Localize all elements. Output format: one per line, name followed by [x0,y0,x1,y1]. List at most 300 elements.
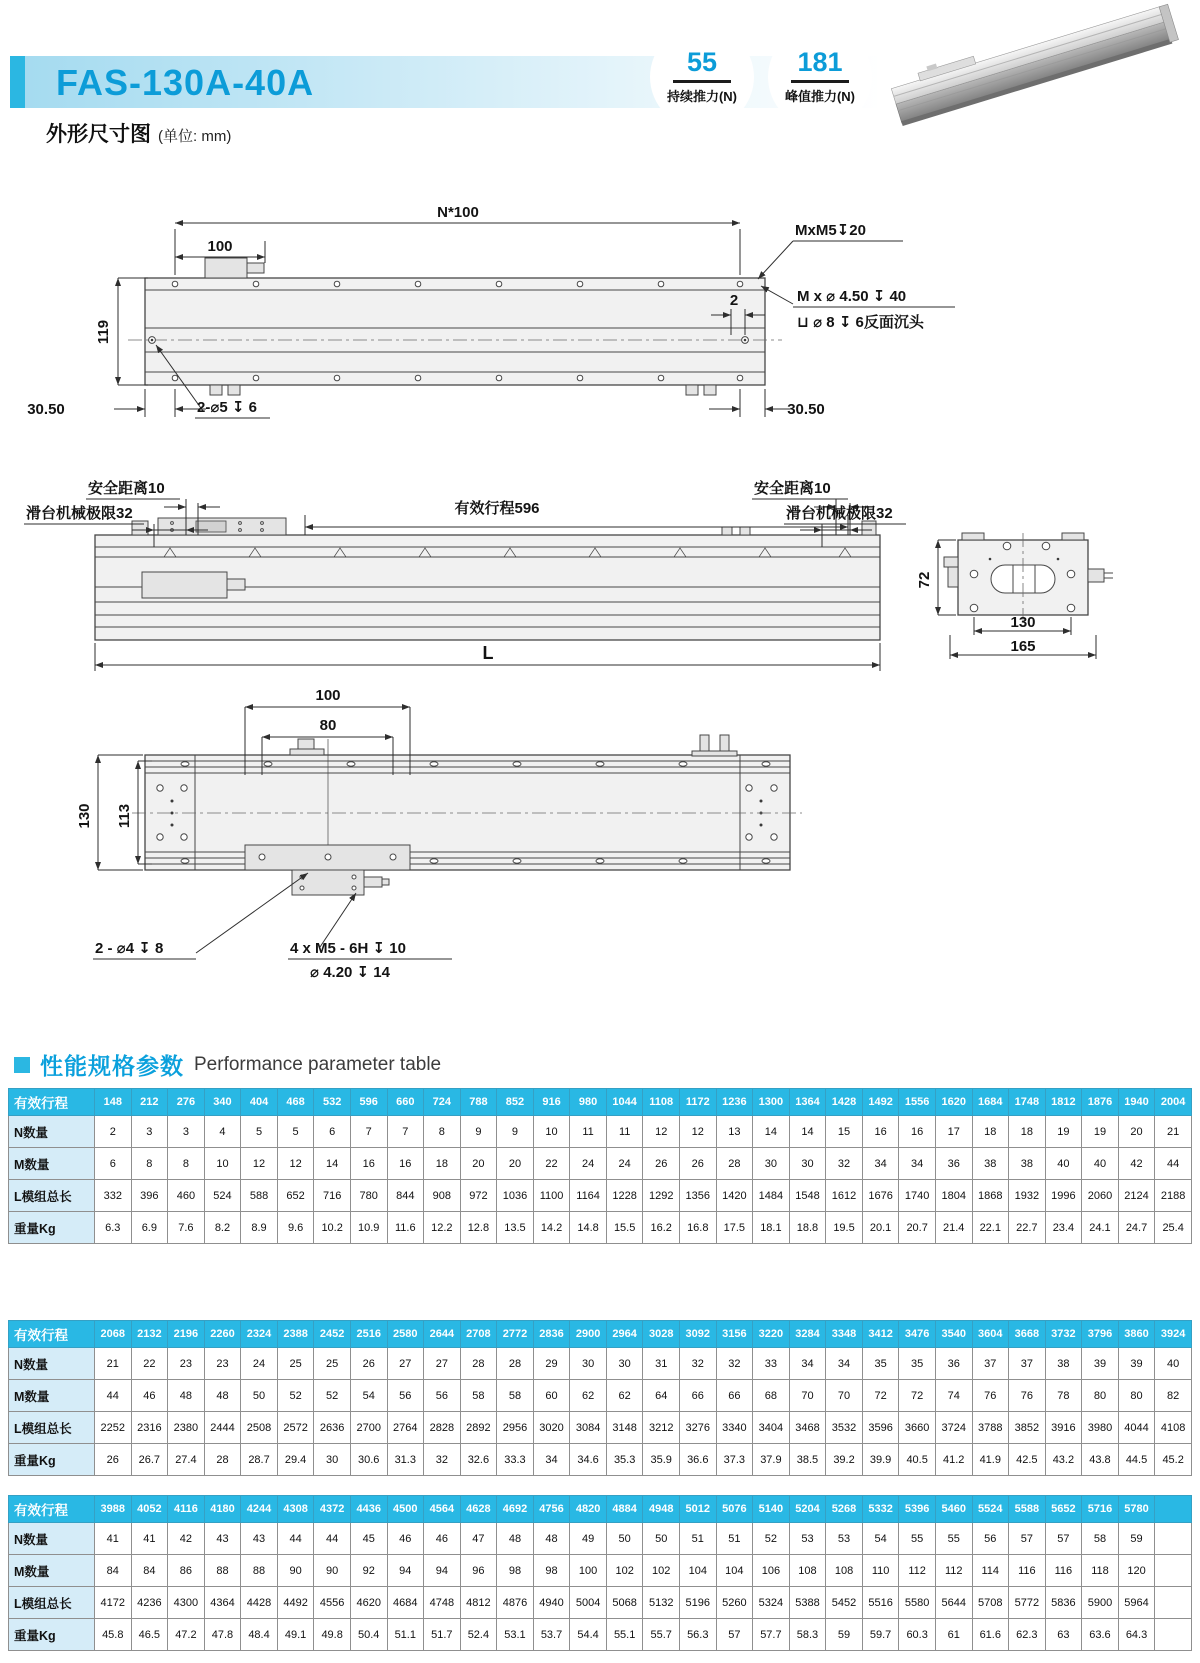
param-value: 44 [277,1523,314,1555]
param-value: 4556 [314,1587,351,1619]
stroke-value: 916 [533,1089,570,1116]
param-value: 4748 [424,1587,461,1619]
param-value: 5516 [862,1587,899,1619]
param-value: 61 [935,1619,972,1651]
stroke-value: 1620 [935,1089,972,1116]
param-value: 22.7 [1009,1212,1046,1244]
param-value: 23.4 [1045,1212,1082,1244]
label-4xm5: 4 x M5 - 6H ↧ 10 [290,940,406,957]
param-value: 12.8 [460,1212,497,1244]
param-value: 34 [899,1148,936,1180]
param-value: 1740 [899,1180,936,1212]
stroke-value: 2132 [131,1321,168,1348]
param-value: 3916 [1045,1412,1082,1444]
param-value: 63.6 [1082,1619,1119,1651]
param-value: 62 [606,1380,643,1412]
param-value: 61.6 [972,1619,1009,1651]
section-bullet-square [14,1057,30,1073]
param-value: 5772 [1009,1587,1046,1619]
param-value: 20.1 [862,1212,899,1244]
param-value: 42 [1118,1148,1155,1180]
row-label: N数量 [9,1348,95,1380]
param-value: 37.9 [753,1444,790,1476]
stroke-value: 5588 [1009,1496,1046,1523]
param-value: 20 [497,1148,534,1180]
param-row [9,1380,1192,1412]
param-value: 41.9 [972,1444,1009,1476]
param-value: 24 [570,1148,607,1180]
stroke-value: 1492 [862,1089,899,1116]
stroke-value: 2260 [204,1321,241,1348]
param-value: 39 [1082,1348,1119,1380]
stroke-value: 5140 [753,1496,790,1523]
param-value: 30.6 [350,1444,387,1476]
stroke-value: 340 [204,1089,241,1116]
param-value: 33 [753,1348,790,1380]
stroke-value: 3156 [716,1321,753,1348]
header-accent-bar [10,56,25,108]
param-value: 10 [533,1116,570,1148]
param-value: 24.7 [1118,1212,1155,1244]
param-value: 26 [350,1348,387,1380]
param-value: 40.5 [899,1444,936,1476]
row-label: 有效行程 [9,1496,95,1523]
param-value: 56 [972,1523,1009,1555]
param-value: 58 [460,1380,497,1412]
stroke-value: 2772 [497,1321,534,1348]
param-value: 28.7 [241,1444,278,1476]
param-value: 4684 [387,1587,424,1619]
row-label: N数量 [9,1523,95,1555]
param-value: 30 [570,1348,607,1380]
label-limit-right: 滑台机械极限32 [786,505,893,522]
param-value: 9 [460,1116,497,1148]
param-value: 31.3 [387,1444,424,1476]
param-value: 55.7 [643,1619,680,1651]
param-value: 2188 [1155,1180,1192,1212]
param-value: 55 [899,1523,936,1555]
param-value: 3148 [606,1412,643,1444]
param-value: 21.4 [935,1212,972,1244]
stroke-value: 4500 [387,1496,424,1523]
param-value: 1356 [680,1180,717,1212]
param-value: 12 [680,1116,717,1148]
param-value: 17 [935,1116,972,1148]
param-value: 14 [314,1148,351,1180]
param-value: 120 [1118,1555,1155,1587]
stroke-value: 3476 [899,1321,936,1348]
stroke-value: 4436 [350,1496,387,1523]
param-value: 1612 [826,1180,863,1212]
stroke-value: 3540 [935,1321,972,1348]
end-view [916,533,1113,659]
param-value: 96 [460,1555,497,1587]
param-value: 53 [789,1523,826,1555]
param-value: 42 [168,1523,205,1555]
param-value: 37.3 [716,1444,753,1476]
param-value: 2572 [277,1412,314,1444]
stroke-value: 2836 [533,1321,570,1348]
param-value: 62 [570,1380,607,1412]
row-label: 重量Kg [9,1619,95,1651]
param-value: 1164 [570,1180,607,1212]
param-value: 844 [387,1180,424,1212]
param-value: 76 [1009,1380,1046,1412]
param-value: 54 [862,1523,899,1555]
stroke-value: 2964 [606,1321,643,1348]
param-value: 43.8 [1082,1444,1119,1476]
stroke-value: 2516 [350,1321,387,1348]
param-value: 17.5 [716,1212,753,1244]
top-view-drawing [0,195,1200,470]
param-value: 5452 [826,1587,863,1619]
param-value: 1036 [497,1180,534,1212]
param-value: 5324 [753,1587,790,1619]
param-value: 26 [643,1148,680,1180]
stroke-value: 4372 [314,1496,351,1523]
dim-165: 165 [1010,638,1036,655]
stroke-value: 3988 [95,1496,132,1523]
param-value: 56 [387,1380,424,1412]
param-value: 4876 [497,1587,534,1619]
param-value: 60 [533,1380,570,1412]
param-value: 32 [680,1348,717,1380]
param-value: 524 [204,1180,241,1212]
param-value: 6.3 [95,1212,132,1244]
param-row [9,1116,1192,1148]
stroke-value: 3412 [862,1321,899,1348]
label-limit-left: 滑台机械极限32 [26,505,133,522]
param-value: 48 [168,1380,205,1412]
param-value: 12 [643,1116,680,1148]
label-2d4: 2 - ⌀4 ↧ 8 [95,940,164,957]
param-value: 13.5 [497,1212,534,1244]
badge-divider [673,80,731,83]
param-value: 19.5 [826,1212,863,1244]
param-value: 3596 [862,1412,899,1444]
stroke-value: 3796 [1082,1321,1119,1348]
stroke-value: 5716 [1082,1496,1119,1523]
stroke-value: 2900 [570,1321,607,1348]
stroke-value: 5332 [862,1496,899,1523]
param-value: 58 [497,1380,534,1412]
param-value: 3020 [533,1412,570,1444]
param-value: 49.8 [314,1619,351,1651]
param-value: 8 [131,1148,168,1180]
param-value: 4300 [168,1587,205,1619]
param-value: 27.4 [168,1444,205,1476]
param-value: 30 [606,1348,643,1380]
stroke-value: 4052 [131,1496,168,1523]
param-value: 3404 [753,1412,790,1444]
stroke-value: 1300 [753,1089,790,1116]
param-value: 7 [350,1116,387,1148]
param-value: 18 [1009,1116,1046,1148]
param-value: 59 [1118,1523,1155,1555]
param-value: 6.9 [131,1212,168,1244]
param-value: 26 [95,1444,132,1476]
param-value: 10.9 [350,1212,387,1244]
param-value [1155,1523,1192,1555]
param-value: 1932 [1009,1180,1046,1212]
param-value: 2060 [1082,1180,1119,1212]
param-value: 16 [862,1116,899,1148]
param-value: 19 [1045,1116,1082,1148]
param-value: 18.1 [753,1212,790,1244]
param-value: 21 [95,1348,132,1380]
param-value: 4044 [1118,1412,1155,1444]
param-value: 74 [935,1380,972,1412]
row-label: N数量 [9,1116,95,1148]
param-value: 20 [460,1148,497,1180]
performance-title-cn: 性能规格参数 [40,1053,184,1079]
param-value: 5068 [606,1587,643,1619]
performance-title-en: Performance parameter table [194,1053,442,1075]
param-value: 3532 [826,1412,863,1444]
param-row [9,1587,1192,1619]
param-value: 8 [168,1148,205,1180]
stroke-value: 3860 [1118,1321,1155,1348]
param-value: 11.6 [387,1212,424,1244]
stroke-value: 2004 [1155,1089,1192,1116]
param-value: 13 [716,1116,753,1148]
stroke-value: 5396 [899,1496,936,1523]
param-value: 43 [241,1523,278,1555]
param-value: 100 [570,1555,607,1587]
param-value: 22.1 [972,1212,1009,1244]
param-value: 46.5 [131,1619,168,1651]
param-value: 45.8 [95,1619,132,1651]
param-value: 53.1 [497,1619,534,1651]
label-2d5: 2-⌀5 ↧ 6 [197,399,257,416]
param-value: 37 [1009,1348,1046,1380]
param-value: 780 [350,1180,387,1212]
param-value: 43.2 [1045,1444,1082,1476]
dim-130-end: 130 [1010,614,1036,631]
param-value [1155,1555,1192,1587]
dimension-caption [46,118,231,148]
param-value: 5388 [789,1587,826,1619]
dim-length-L: L [482,643,494,663]
param-value: 34.6 [570,1444,607,1476]
stroke-value: 4244 [241,1496,278,1523]
param-value: 27 [424,1348,461,1380]
param-value: 14 [753,1116,790,1148]
label-counterbore: ⊔ ⌀ 8 ↧ 6反面沉头 [797,314,924,331]
param-value [1155,1587,1192,1619]
row-label: L模组总长 [9,1412,95,1444]
stroke-value: 468 [277,1089,314,1116]
stroke-value: 4884 [606,1496,643,1523]
param-value: 2636 [314,1412,351,1444]
param-value: 49 [570,1523,607,1555]
stroke-value: 5460 [935,1496,972,1523]
param-value: 60.3 [899,1619,936,1651]
param-value: 57.7 [753,1619,790,1651]
param-value: 44.5 [1118,1444,1155,1476]
param-value: 70 [826,1380,863,1412]
stroke-value: 4628 [460,1496,497,1523]
dim-3050-left: 30.50 [27,401,65,418]
row-label: 重量Kg [9,1212,95,1244]
param-value: 14.8 [570,1212,607,1244]
stroke-value: 212 [131,1089,168,1116]
stroke-value: 1364 [789,1089,826,1116]
param-value: 102 [643,1555,680,1587]
param-value: 37 [972,1348,1009,1380]
param-value: 23 [204,1348,241,1380]
param-value: 4492 [277,1587,314,1619]
param-value: 50 [606,1523,643,1555]
label-m-d450: M x ⌀ 4.50 ↧ 40 [797,288,907,305]
param-value: 39.9 [862,1444,899,1476]
stroke-value: 4116 [168,1496,205,1523]
param-value: 22 [131,1348,168,1380]
param-value: 30 [314,1444,351,1476]
param-value: 98 [497,1555,534,1587]
param-value: 84 [95,1555,132,1587]
param-value: 4236 [131,1587,168,1619]
param-value: 3276 [680,1412,717,1444]
stroke-value: 276 [168,1089,205,1116]
param-value: 86 [168,1555,205,1587]
param-value: 34 [826,1348,863,1380]
row-label: M数量 [9,1555,95,1587]
param-value: 12 [241,1148,278,1180]
param-value: 106 [753,1555,790,1587]
param-row [9,1180,1192,1212]
param-value: 104 [680,1555,717,1587]
param-value: 18.8 [789,1212,826,1244]
stroke-value: 4948 [643,1496,680,1523]
param-value: 52 [314,1380,351,1412]
perf-table-3 [8,1495,1192,1651]
param-value: 28 [204,1444,241,1476]
param-value: 64.3 [1118,1619,1155,1651]
param-value: 2316 [131,1412,168,1444]
performance-tables [8,1088,1192,1653]
param-value: 2124 [1118,1180,1155,1212]
param-value: 460 [168,1180,205,1212]
param-value: 11 [570,1116,607,1148]
param-value: 4108 [1155,1412,1192,1444]
row-label: L模组总长 [9,1180,95,1212]
param-value: 102 [606,1555,643,1587]
param-value: 652 [277,1180,314,1212]
param-value: 41 [95,1523,132,1555]
page-title: FAS-130A-40A [56,62,315,103]
motor-block [142,572,227,598]
param-value: 38 [972,1148,1009,1180]
param-value: 5 [241,1116,278,1148]
param-value: 57 [1009,1523,1046,1555]
param-value: 39.2 [826,1444,863,1476]
param-value: 3212 [643,1412,680,1444]
param-value: 4940 [533,1587,570,1619]
param-value: 716 [314,1180,351,1212]
param-value: 88 [241,1555,278,1587]
stroke-value: 1428 [826,1089,863,1116]
param-value: 118 [1082,1555,1119,1587]
param-value: 1996 [1045,1180,1082,1212]
param-value: 63 [1045,1619,1082,1651]
stroke-value: 3924 [1155,1321,1192,1348]
param-value: 66 [716,1380,753,1412]
param-value: 55.1 [606,1619,643,1651]
param-value: 972 [460,1180,497,1212]
param-value: 6 [314,1116,351,1148]
param-value: 4620 [350,1587,387,1619]
stroke-value: 1684 [972,1089,1009,1116]
param-value: 12 [277,1148,314,1180]
stroke-value: 1876 [1082,1089,1119,1116]
param-value: 2892 [460,1412,497,1444]
stroke-value: 5652 [1045,1496,1082,1523]
param-value: 5196 [680,1587,717,1619]
param-value: 20 [1118,1116,1155,1148]
param-value: 59 [826,1619,863,1651]
param-value: 51.7 [424,1619,461,1651]
param-value: 20.7 [899,1212,936,1244]
param-value: 48.4 [241,1619,278,1651]
param-value: 32 [826,1148,863,1180]
param-value: 8.2 [204,1212,241,1244]
param-value: 78 [1045,1380,1082,1412]
param-value: 396 [131,1180,168,1212]
param-value: 52.4 [460,1619,497,1651]
param-value: 92 [350,1555,387,1587]
stroke-value: 4820 [570,1496,607,1523]
param-value: 16.8 [680,1212,717,1244]
param-value: 32 [716,1348,753,1380]
param-value: 1868 [972,1180,1009,1212]
stroke-value: 2324 [241,1321,278,1348]
param-value: 90 [314,1555,351,1587]
param-value: 84 [131,1555,168,1587]
stroke-value: 3732 [1045,1321,1082,1348]
peak-force-value: 181 [797,47,843,77]
param-value: 108 [789,1555,826,1587]
dim-100-bottom: 100 [315,687,341,704]
stroke-value: 1172 [680,1089,717,1116]
row-label: 有效行程 [9,1089,95,1116]
label-safety-left: 安全距离10 [88,480,165,497]
param-row [9,1523,1192,1555]
sensor-block [205,258,247,278]
param-value: 1804 [935,1180,972,1212]
param-row [9,1555,1192,1587]
row-label: 有效行程 [9,1321,95,1348]
param-value: 40 [1082,1148,1119,1180]
stroke-value: 2196 [168,1321,205,1348]
param-value: 30 [789,1148,826,1180]
param-value: 44 [95,1380,132,1412]
stroke-value: 3668 [1009,1321,1046,1348]
label-d420: ⌀ 4.20 ↧ 14 [310,964,390,981]
stroke-value: 1108 [643,1089,680,1116]
param-value: 5004 [570,1587,607,1619]
bottom-view-drawing [0,685,1200,985]
param-row [9,1348,1192,1380]
param-value: 3724 [935,1412,972,1444]
stroke-value: 852 [497,1089,534,1116]
param-value: 90 [277,1555,314,1587]
param-value: 2508 [241,1412,278,1444]
stroke-header-row [9,1321,1192,1348]
param-value: 23 [168,1348,205,1380]
stroke-value: 3028 [643,1321,680,1348]
param-value: 54.4 [570,1619,607,1651]
